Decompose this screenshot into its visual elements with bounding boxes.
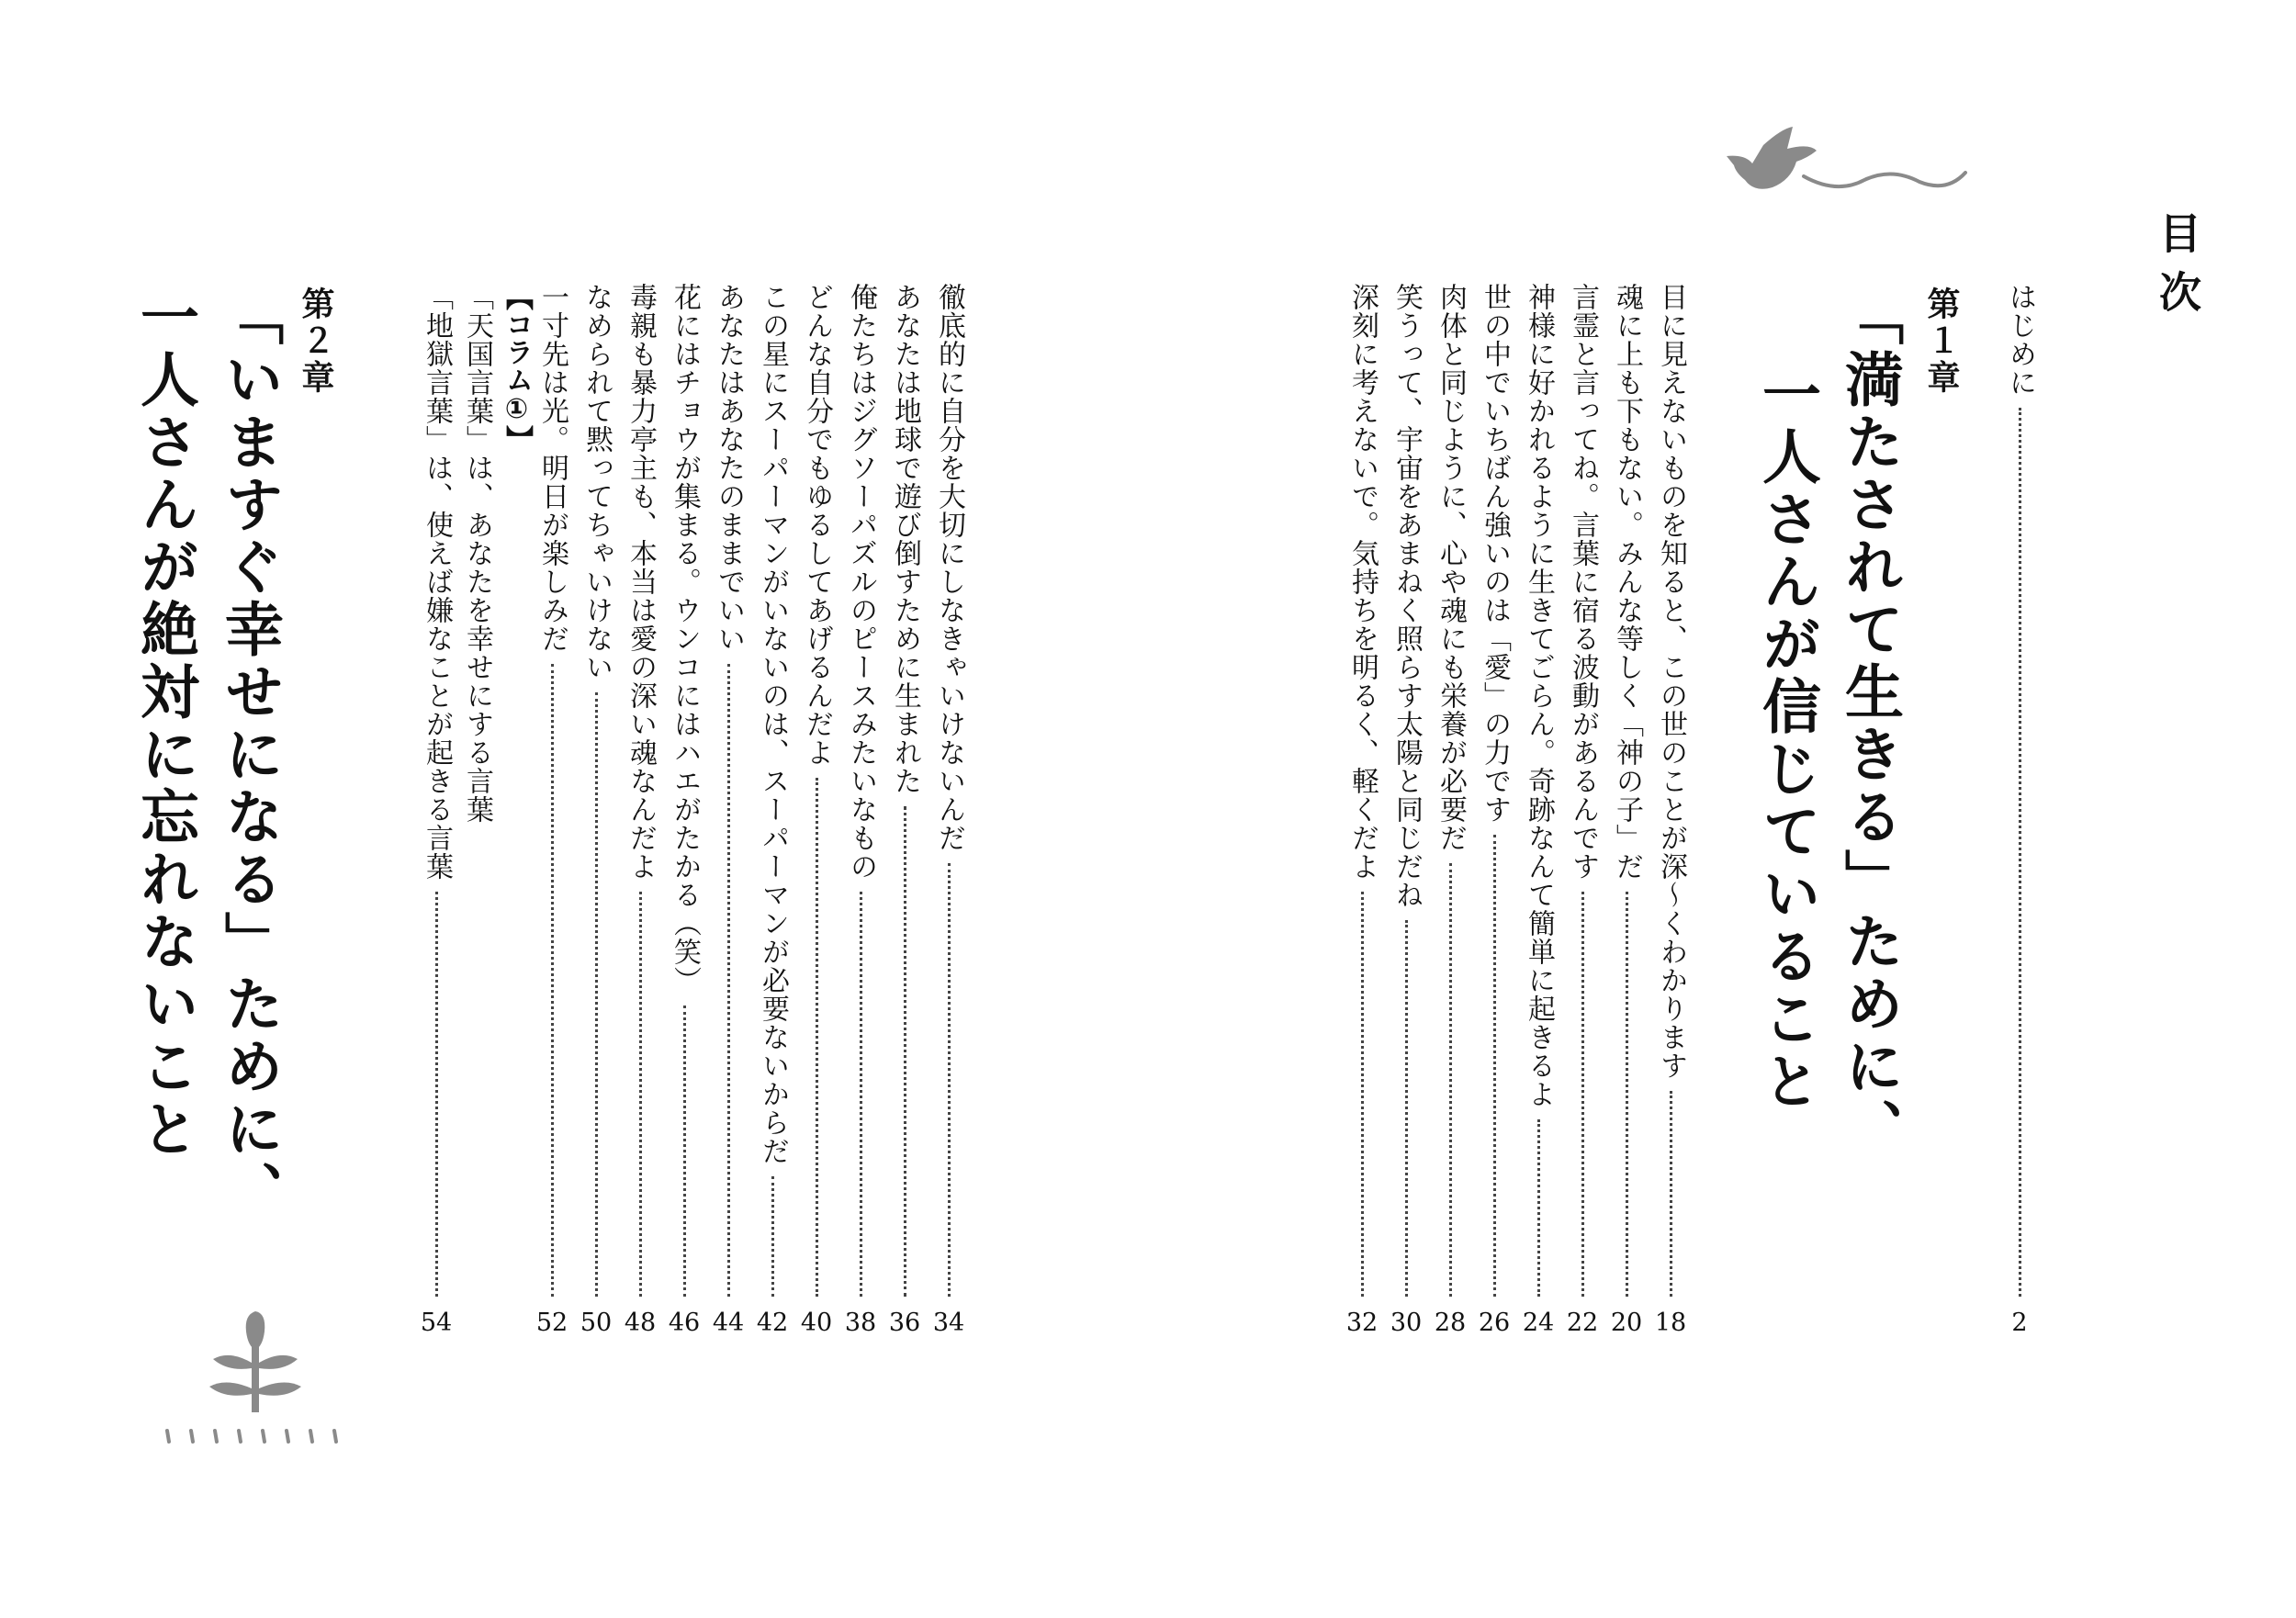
toc-entry-hajimeni[interactable] [1998, 283, 2041, 1339]
entry-title: はじめに [2004, 283, 2036, 397]
entry-title: なめられて黙ってちゃいけない [580, 283, 613, 681]
toc-entry[interactable] [751, 283, 793, 1339]
entry-page: 50 [580, 1309, 613, 1337]
toc-entry[interactable] [531, 283, 573, 1339]
leader-dots [551, 664, 554, 1297]
entry-page: 32 [1345, 1309, 1379, 1337]
entry-title: 徹底的に自分を大切にしなきゃいけないんだ [933, 283, 965, 852]
chapter2-title-line2: 一人さんが絶対に忘れないこと [130, 287, 198, 1161]
entry-page: 44 [712, 1309, 745, 1337]
toc-entry[interactable] [1561, 283, 1604, 1339]
entry-title: 深刻に考えないで。気持ちを明るく、軽くだよ [1346, 283, 1379, 881]
bird-illustration [1708, 108, 1975, 219]
entry-page: 52 [535, 1309, 568, 1337]
entry-page: 28 [1434, 1309, 1467, 1337]
entry-page: 42 [756, 1309, 789, 1337]
chapter2-label: 第２章 [297, 287, 334, 397]
leader-dots [1581, 892, 1584, 1297]
chapter1-title-line1: 「満たされて生きる」ために、 [1835, 287, 1903, 1161]
entry-title: 世の中でいちばん強いのは「愛」の力です [1479, 283, 1511, 824]
toc-entry[interactable] [1517, 283, 1559, 1339]
toc-entry[interactable] [1341, 283, 1383, 1339]
toc-entry[interactable] [1649, 283, 1692, 1339]
leader-dots [1537, 1119, 1540, 1297]
toc-entry[interactable] [884, 283, 926, 1339]
entry-title: 目に見えないものを知ると、この世のことが深～くわかります [1655, 283, 1687, 1080]
toc-entry[interactable] [1473, 283, 1515, 1339]
toc-entry[interactable] [1385, 283, 1427, 1339]
toc-entry[interactable] [575, 283, 617, 1339]
entry-title: 魂に上も下もない。みんな等しく「神の子」だ [1611, 283, 1643, 881]
leader-dots [860, 892, 862, 1297]
leader-dots [2019, 408, 2021, 1297]
entry-title: 笑うって、宇宙をあまねく照らす太陽と同じだね [1390, 283, 1423, 909]
chapter1-label: 第１章 [1922, 287, 1960, 397]
column-entry[interactable] [456, 283, 498, 1339]
entry-page: 22 [1566, 1309, 1599, 1337]
entry-title: あなたは地球で遊び倒すために生まれた [889, 283, 921, 795]
toc-entry[interactable] [1429, 283, 1471, 1339]
leader-dots [1670, 1091, 1672, 1297]
leader-dots [1626, 892, 1628, 1297]
entry-title: 神様に好かれるように生きてごらん。奇跡なんて簡単に起きるよ [1523, 283, 1555, 1108]
entry-title: 一寸先は光。明日が楽しみだ [536, 283, 568, 653]
leader-dots [1405, 920, 1408, 1297]
entry-title: 肉体と同じように、心や魂にも栄養が必要だ [1435, 283, 1467, 852]
entry-page: 40 [800, 1309, 833, 1337]
toc-title: 目次 [2153, 211, 2202, 329]
entry-title: 「地獄言葉」は、使えば嫌なことが起きる言葉 [421, 283, 453, 881]
entry-page: 34 [932, 1309, 965, 1337]
leader-dots [1361, 892, 1364, 1297]
column-label: 【コラム①】 [501, 283, 533, 453]
leader-dots [904, 806, 906, 1297]
entry-page: 20 [1610, 1309, 1643, 1337]
toc-entry[interactable] [1605, 283, 1648, 1339]
chapter2-title-line1: 「いますぐ幸せになる」ために、 [215, 287, 283, 1223]
toc-entry[interactable] [928, 283, 970, 1339]
entry-title: 俺たちはジグソーパズルのピースみたいなもの [845, 283, 877, 881]
entry-page: 54 [420, 1309, 453, 1337]
leader-dots [948, 863, 951, 1297]
entry-page: 48 [624, 1309, 657, 1337]
leader-dots [816, 778, 818, 1297]
entry-page: 46 [668, 1309, 701, 1337]
plant-illustration [156, 1304, 358, 1451]
leader-dots [727, 664, 730, 1297]
leader-dots [639, 892, 642, 1297]
leader-dots [1493, 835, 1496, 1297]
entry-page: 24 [1522, 1309, 1555, 1337]
entry-page: 26 [1478, 1309, 1511, 1337]
entry-page: 2 [2011, 1309, 2028, 1337]
toc-entry[interactable] [795, 283, 838, 1339]
leader-dots [1449, 863, 1452, 1297]
toc-entry[interactable] [619, 283, 661, 1339]
entry-page: 36 [888, 1309, 921, 1337]
leader-dots [771, 1176, 774, 1297]
entry-title: 毒親も暴力亭主も、本当は愛の深い魂なんだよ [625, 283, 657, 881]
toc-entry[interactable] [707, 283, 749, 1339]
entry-title: あなたはあなたのままでいい [713, 283, 745, 653]
entry-title: 「天国言葉」は、あなたを幸せにする言葉 [461, 283, 493, 824]
toc-entry[interactable] [663, 283, 705, 1339]
entry-page: 38 [844, 1309, 877, 1337]
entry-page: 30 [1390, 1309, 1423, 1337]
leader-dots [435, 892, 438, 1297]
entry-title: どんな自分でもゆるしてあげるんだよ [801, 283, 833, 767]
toc-entry[interactable] [839, 283, 882, 1339]
column-entry[interactable] [415, 283, 457, 1339]
entry-title: この星にスーパーマンがいないのは、スーパーマンが必要ないからだ [757, 283, 789, 1165]
entry-title: 言霊と言ってね。言葉に宿る波動があるんです [1567, 283, 1599, 881]
leader-dots [683, 1006, 686, 1297]
entry-title: 花にはチョウが集まる。ウンコにはハエがたかる（笑） [669, 283, 701, 994]
entry-page: 18 [1654, 1309, 1687, 1337]
chapter1-title-line2: 一人さんが信じていること [1752, 364, 1820, 1113]
leader-dots [595, 692, 598, 1297]
